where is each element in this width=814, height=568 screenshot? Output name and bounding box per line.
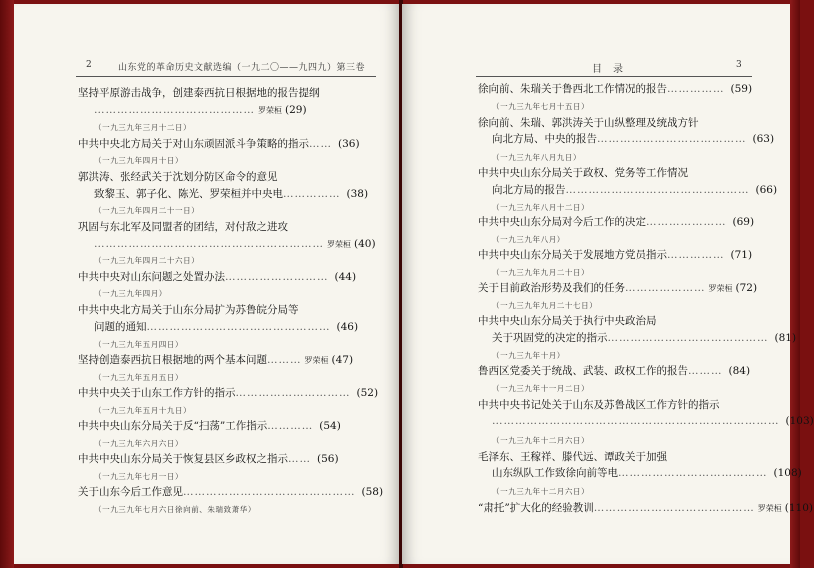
dot-leader: …… xyxy=(288,453,311,465)
toc-entry-title-text: 关于目前政治形势及我们的任务 xyxy=(478,282,625,294)
toc-entry-title-text: 关于山东今后工作意见 xyxy=(78,486,183,498)
dot-leader: ………………………………………………………………… xyxy=(492,415,780,427)
toc-entry-date: （一九三九年四月） xyxy=(94,289,167,298)
right-page-number: 3 xyxy=(736,60,743,70)
toc-entry-page: (108) xyxy=(773,467,802,479)
toc-entry-title xyxy=(78,270,356,285)
toc-entry-date: （一九三九年四月十日） xyxy=(94,156,184,165)
toc-entry-line xyxy=(492,414,814,429)
left-running-title: 山东党的革命历史文献选编（一九二〇——九四九）第三卷 xyxy=(118,63,366,73)
toc-entry-page: (38) xyxy=(346,188,369,200)
toc-entry-date: （一九三九年十二月六日） xyxy=(492,436,590,445)
toc-entry-date: （一九三九年五月五日） xyxy=(94,373,184,382)
dot-leader: ………………………… xyxy=(235,387,351,399)
toc-entry-title-text: “肃托”扩大化的经验教训 xyxy=(478,502,594,514)
toc-entry-author: 罗荣桓 xyxy=(258,106,282,115)
dot-leader: …………… xyxy=(283,188,341,200)
toc-entry-page: (72) xyxy=(735,282,758,294)
dot-leader: …………… xyxy=(667,83,725,95)
toc-entry-title xyxy=(78,353,353,368)
book-cover-edge-left xyxy=(0,0,14,568)
toc-entry-page: (103) xyxy=(785,415,814,427)
header-rule xyxy=(76,76,376,77)
toc-entry-title-text: 中共中央关于山东工作方针的指示 xyxy=(78,387,236,399)
toc-entry-author: 罗荣桓 xyxy=(757,504,782,513)
toc-entry-page: (66) xyxy=(755,184,778,196)
right-page xyxy=(402,4,814,564)
toc-entry-title: 中共中央山东分局关于执行中央政治局 xyxy=(478,315,657,327)
toc-entry-title xyxy=(478,215,754,230)
toc-entry-line xyxy=(492,466,802,481)
toc-entry-title-text: 向北方局、中央的报告 xyxy=(492,133,597,145)
toc-entry-date: （一九三九年五月十九日） xyxy=(94,406,192,415)
toc-entry-page: (54) xyxy=(319,420,341,432)
toc-entry-title xyxy=(78,485,383,500)
toc-entry-date: （一九三九年十一月二日） xyxy=(492,384,590,393)
toc-entry-page: (63) xyxy=(752,133,775,145)
toc-entry-title-text: 致黎玉、郭子化、陈光、罗荣桓并中央电 xyxy=(94,188,283,200)
toc-entry-title-text: 徐向前、朱瑞关于鲁西北工作情况的报告 xyxy=(478,83,667,95)
toc-entry-author: 罗荣桓 xyxy=(327,240,351,249)
toc-entry-line xyxy=(94,103,307,118)
toc-entry-page: (44) xyxy=(334,271,357,283)
dot-leader: ……………………………………… xyxy=(183,486,356,498)
toc-entry-date: （一九三九年八月十二日） xyxy=(492,203,590,212)
toc-entry-page: (36) xyxy=(338,138,360,150)
book-cover-edge-right xyxy=(790,0,800,568)
toc-entry-title: 中共中央山东分局关于政权、党务等工作情况 xyxy=(478,167,688,179)
toc-entry-line xyxy=(94,237,376,252)
header-rule xyxy=(476,76,752,77)
toc-entry-author: 罗荣桓 xyxy=(708,284,733,293)
toc-entry-title-text: 坚持创造泰西抗日根据地的两个基本问题 xyxy=(78,354,267,366)
dot-leader: …………… xyxy=(667,249,725,261)
toc-entry-title: 郭洪涛、张经武关于沈划分防区命令的意见 xyxy=(78,171,278,183)
dot-leader: ……… xyxy=(267,354,302,366)
dot-leader: …………………………………… xyxy=(607,332,769,344)
left-page xyxy=(14,4,400,564)
toc-entry-line xyxy=(94,187,368,202)
toc-entry-title: 中共中央书记处关于山东及苏鲁战区工作方针的指示 xyxy=(478,399,720,411)
toc-entry-page: (56) xyxy=(317,453,339,465)
toc-entry-title-text: 向北方局的报告 xyxy=(492,184,566,196)
toc-entry-date: （一九三九年十月） xyxy=(492,351,565,360)
toc-entry-date: （一九三九年九月二十七日） xyxy=(492,301,598,310)
dot-leader: ………………… xyxy=(646,216,727,228)
dot-leader: …………………………………… xyxy=(593,502,755,514)
toc-entry-title xyxy=(478,281,757,296)
toc-entry-line xyxy=(492,183,777,198)
toc-entry-date: （一九三九年七月十五日） xyxy=(492,102,590,111)
toc-entry-title xyxy=(478,501,813,516)
toc-entry-page: (110) xyxy=(784,502,813,514)
toc-entry-title xyxy=(478,248,752,263)
right-running-title: 目 录 xyxy=(592,64,624,75)
toc-entry-title: 巩固与东北军及同盟者的团结，对付敌之进攻 xyxy=(78,221,288,233)
toc-entry-title-text: 中共中央山东分局关于发展地方党员指示 xyxy=(478,249,667,261)
toc-entry-title: 坚持平原游击战争，创建泰西抗日根据地的报告提纲 xyxy=(78,87,320,99)
dot-leader: ………………… xyxy=(625,282,706,294)
toc-entry-title xyxy=(78,419,341,434)
toc-entry-date: （一九三九年六月六日） xyxy=(94,439,184,448)
toc-entry-title-text: 中共中央山东分局关于反“扫荡”工作指示 xyxy=(78,420,268,432)
dot-leader: ………………………………… xyxy=(597,133,747,145)
toc-entry-title-text: 山东纵队工作致徐向前等电 xyxy=(492,467,618,479)
toc-entry-title-text: 中共中央对山东问题之处置办法 xyxy=(78,271,225,283)
dot-leader: …… xyxy=(309,138,332,150)
toc-entry-author: 罗荣桓 xyxy=(304,356,329,365)
toc-entry-date: （一九三九年八月九日） xyxy=(492,153,582,162)
dot-leader: ………………………………… xyxy=(618,467,768,479)
toc-entry-title-text: 问题的通知 xyxy=(94,321,147,333)
toc-entry-page: (40) xyxy=(354,238,376,250)
toc-entry-page: (71) xyxy=(730,249,753,261)
toc-entry-date: （一九三九年十二月六日） xyxy=(492,487,590,496)
toc-entry-page: (58) xyxy=(361,486,384,498)
dot-leader: ………………………………………… xyxy=(146,321,331,333)
toc-entry-line xyxy=(492,331,796,346)
toc-entry-date: （一九三九年七月一日） xyxy=(94,472,184,481)
toc-entry-title-text: 关于巩固党的决定的指示 xyxy=(492,332,608,344)
toc-entry-page: (52) xyxy=(356,387,379,399)
toc-entry-date: （一九三九年八月） xyxy=(492,235,565,244)
dot-leader: ……… xyxy=(688,365,723,377)
dot-leader: ………………………………………… xyxy=(565,184,750,196)
toc-entry-title: 毛泽东、王稼祥、滕代远、谭政关于加强 xyxy=(478,451,667,463)
toc-entry-date: （一九三九年四月二十一日） xyxy=(94,206,200,215)
toc-entry-date: （一九三九年三月十二日） xyxy=(94,123,192,132)
toc-entry-title: 中共中央北方局关于山东分局扩为苏鲁皖分局等 xyxy=(78,304,299,316)
toc-entry-date: （一九三九年五月四日） xyxy=(94,340,184,349)
toc-entry-page: (47) xyxy=(331,354,354,366)
toc-entry-title-text: 中共中央山东分局对今后工作的决定 xyxy=(478,216,646,228)
dot-leader: ……………………… xyxy=(225,271,329,283)
toc-entry-line xyxy=(94,320,358,335)
left-page-number: 2 xyxy=(86,60,93,70)
toc-entry-date: （一九三九年九月二十日） xyxy=(492,268,590,277)
toc-entry-page: (69) xyxy=(732,216,755,228)
toc-entry-page: (59) xyxy=(730,83,753,95)
dot-leader: ………… xyxy=(267,420,314,432)
toc-entry-title-text: 鲁西区党委关于统战、武装、政权工作的报告 xyxy=(478,365,688,377)
toc-entry-date: （一九三九年七月六日徐向前、朱瑞致萧华） xyxy=(94,505,256,514)
toc-entry-title xyxy=(78,137,360,152)
toc-entry-title xyxy=(478,82,752,97)
toc-entry-title xyxy=(78,452,339,467)
toc-entry-page: (46) xyxy=(336,321,359,333)
dot-leader: …………………………………………………… xyxy=(94,238,324,250)
toc-entry-title xyxy=(478,364,750,379)
toc-entry-date: （一九三九年四月二十六日） xyxy=(94,256,200,265)
toc-entry-title-text: 中共中央山东分局关于恢复县区乡政权之指示 xyxy=(78,453,288,465)
toc-entry-page: (84) xyxy=(728,365,751,377)
toc-entry-title-text: 中共中央北方局关于对山东顽固派斗争策略的指示 xyxy=(78,138,309,150)
toc-entry-page: (81) xyxy=(774,332,797,344)
toc-entry-title xyxy=(78,386,378,401)
toc-entry-line xyxy=(492,132,774,147)
toc-entry-page: (29) xyxy=(285,104,307,116)
dot-leader: …………………………………… xyxy=(94,104,255,116)
toc-entry-title: 徐向前、朱瑞、郭洪涛关于山纵整理及统战方针 xyxy=(478,117,699,129)
